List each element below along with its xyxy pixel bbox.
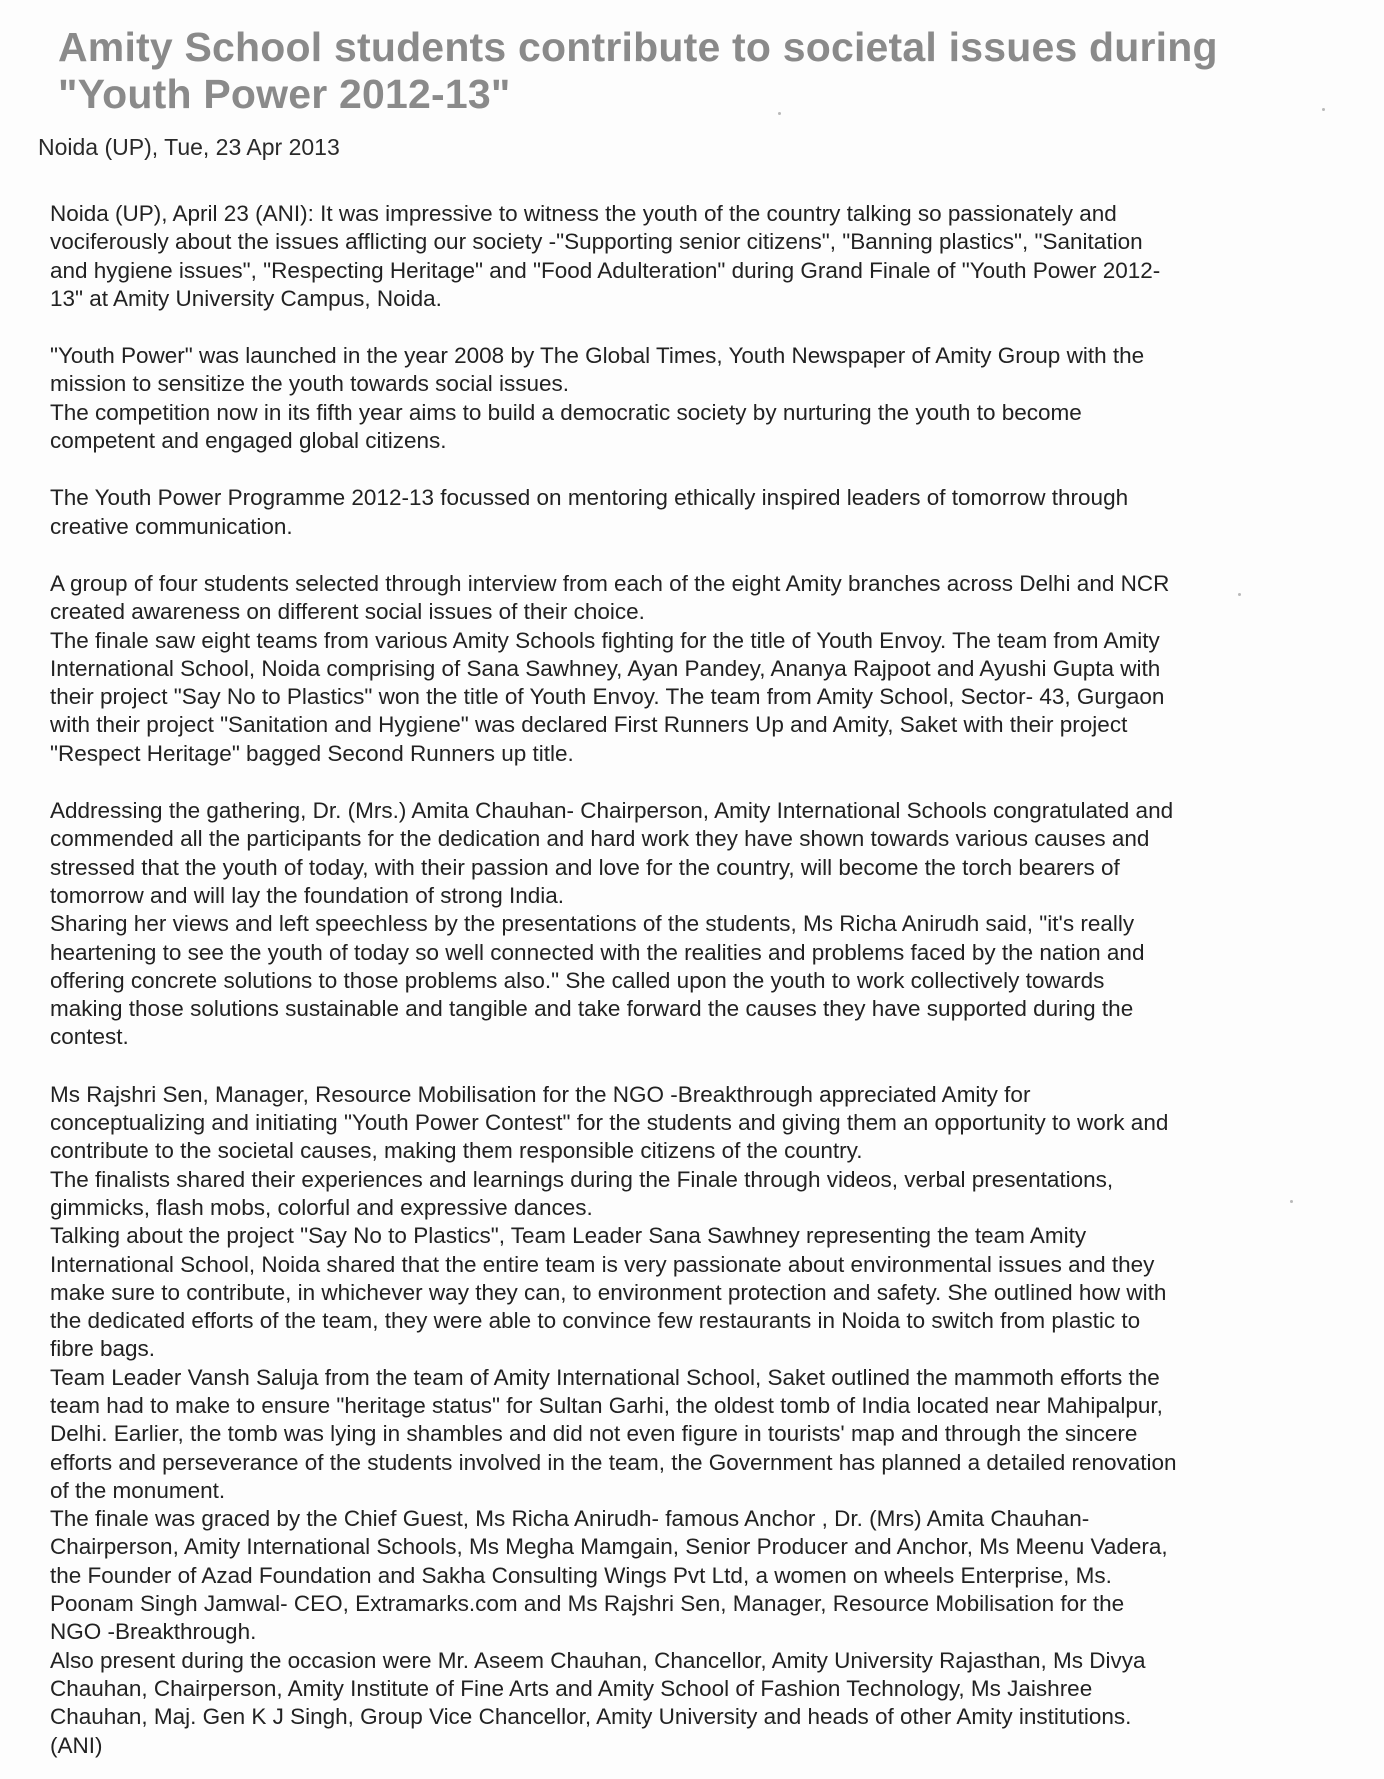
scan-speck	[1290, 1200, 1293, 1203]
headline-line-1: Amity School students contribute to societal issues during	[58, 24, 1218, 70]
paragraph-line: competent and engaged global citizens.	[50, 428, 447, 454]
paragraph-line: Chauhan, Chairperson, Amity Institute of Fine Arts and Amity School of Fashion Technology, Ms Jaishree	[50, 1675, 1093, 1701]
paragraph-line: contest.	[50, 1024, 129, 1050]
paragraph-line: and hygiene issues", "Respecting Heritage" and "Food Adulteration" during Grand Finale of "Youth Power 2012-	[50, 257, 1161, 283]
paragraph-line: efforts and perseverance of the students involved in the team, the Government has planned a detailed renovation	[50, 1449, 1177, 1475]
article-paragraph	[50, 200, 1340, 313]
dateline: Noida (UP), Tue, 23 Apr 2013	[38, 134, 340, 160]
paragraph-line: "Respect Heritage" bagged Second Runners up title.	[50, 740, 574, 766]
paragraph-line: heartening to see the youth of today so well connected with the realities and problems faced by the nation and	[50, 939, 1145, 965]
paragraph-line: The finale was graced by the Chief Guest, Ms Richa Anirudh- famous Anchor , Dr. (Mrs) Amita Chauhan-	[50, 1506, 1090, 1532]
paragraph-line: the Founder of Azad Foundation and Sakha Consulting Wings Pvt Ltd, a women on wheels Enterprise, Ms.	[50, 1562, 1112, 1588]
paragraph-line: (ANI)	[50, 1732, 103, 1758]
article-paragraph	[50, 1081, 1340, 1760]
paragraph-line: International School, Noida shared that the entire team is very passionate about environmental issues and they	[50, 1251, 1155, 1277]
article-paragraph	[50, 484, 1340, 541]
paragraph-line: Team Leader Vansh Saluja from the team of Amity International School, Saket outlined the mammoth efforts the	[50, 1364, 1160, 1390]
paragraph-line: gimmicks, flash mobs, colorful and expressive dances.	[50, 1194, 593, 1220]
paragraph-line: NGO -Breakthrough.	[50, 1619, 257, 1645]
paragraph-line: vociferously about the issues afflicting our society -"Supporting senior citizens", "Banning plastics", "Sanitation	[50, 229, 1143, 255]
article-paragraph	[50, 342, 1340, 455]
paragraph-line: Talking about the project "Say No to Plastics", Team Leader Sana Sawhney representing the team Amity	[50, 1223, 1087, 1249]
paragraph-line: Sharing her views and left speechless by the presentations of the students, Ms Richa Anirudh said, "it's really	[50, 911, 1135, 937]
paragraph-line: making those solutions sustainable and tangible and take forward the causes they have supported during the	[50, 996, 1134, 1022]
paragraph-line: Noida (UP), April 23 (ANI): It was impressive to witness the youth of the country talking so passionately and	[50, 201, 1117, 226]
scan-speck	[778, 112, 781, 115]
paragraph-line: offering concrete solutions to those problems also." She called upon the youth to work collectively towards	[50, 967, 1105, 993]
paragraph-line: Also present during the occasion were Mr. Aseem Chauhan, Chancellor, Amity University Rajasthan, Ms Divya	[50, 1647, 1146, 1673]
scan-speck	[1238, 593, 1241, 596]
paragraph-line: Chauhan, Maj. Gen K J Singh, Group Vice Chancellor, Amity University and heads of other Amity institutions.	[50, 1704, 1132, 1730]
paragraph-line: Chairperson, Amity International Schools, Ms Megha Mamgain, Senior Producer and Anchor, Ms Meenu Vadera,	[50, 1534, 1168, 1560]
paragraph-line: stressed that the youth of today, with their passion and love for the country, will become the torch bearers of	[50, 854, 1120, 880]
article-paragraph	[50, 797, 1340, 1052]
paragraph-line: Delhi. Earlier, the tomb was lying in shambles and did not even figure in tourists' map and through the sincere	[50, 1421, 1138, 1447]
paragraph-line: 13" at Amity University Campus, Noida.	[50, 285, 442, 311]
paragraph-line: Addressing the gathering, Dr. (Mrs.) Amita Chauhan- Chairperson, Amity International Schools congratulated and	[50, 798, 1174, 824]
article-body	[50, 200, 1340, 1760]
paragraph-line: A group of four students selected through interview from each of the eight Amity branches across Delhi and NCR	[50, 570, 1170, 596]
paragraph-line: The finalists shared their experiences and learnings during the Finale through videos, verbal presentations,	[50, 1166, 1114, 1192]
paragraph-line: Poonam Singh Jamwal- CEO, Extramarks.com and Ms Rajshri Sen, Manager, Resource Mobilisation for the	[50, 1591, 1125, 1617]
paragraph-line: created awareness on different social issues of their choice.	[50, 599, 645, 625]
paragraph-line: creative communication.	[50, 513, 293, 539]
paragraph-line: tomorrow and will lay the foundation of strong India.	[50, 882, 565, 908]
paragraph-line: The competition now in its fifth year aims to build a democratic society by nurturing the youth to become	[50, 399, 1082, 425]
paragraph-line: make sure to contribute, in whichever way they can, to environment protection and safety. She outlined how with	[50, 1279, 1167, 1305]
paragraph-line: contribute to the societal causes, making them responsible citizens of the country.	[50, 1138, 863, 1164]
paragraph-line: Ms Rajshri Sen, Manager, Resource Mobilisation for the NGO -Breakthrough appreciated Amity for	[50, 1081, 1031, 1107]
paragraph-line: with their project "Sanitation and Hygiene" was declared First Runners Up and Amity, Saket with their project	[50, 712, 1128, 738]
paragraph-line: conceptualizing and initiating "Youth Power Contest" for the students and giving them an opportunity to work and	[50, 1110, 1169, 1136]
paragraph-line: of the monument.	[50, 1477, 226, 1503]
paragraph-line: their project "Say No to Plastics" won the title of Youth Envoy. The team from Amity School, Sector- 43, Gurgaon	[50, 684, 1165, 710]
paragraph-line: International School, Noida comprising of Sana Sawhney, Ayan Pandey, Ananya Rajpoot and Ayushi Gupta with	[50, 655, 1161, 681]
paragraph-line: The finale saw eight teams from various Amity Schools fighting for the title of Youth Envoy. The team from Amity	[50, 627, 1160, 653]
paragraph-line: team had to make to ensure "heritage status" for Sultan Garhi, the oldest tomb of India located near Mahipalpur,	[50, 1392, 1163, 1418]
paragraph-line: the dedicated efforts of the team, they were able to convince few restaurants in Noida to switch from plastic to	[50, 1308, 1141, 1334]
paragraph-line: "Youth Power" was launched in the year 2008 by The Global Times, Youth Newspaper of Amity Group with the	[50, 343, 1145, 369]
scan-speck	[1322, 108, 1325, 111]
paragraph-line: The Youth Power Programme 2012-13 focussed on mentoring ethically inspired leaders of tomorrow through	[50, 485, 1129, 511]
headline	[58, 24, 1318, 118]
article-paragraph	[50, 570, 1340, 768]
paragraph-line: commended all the participants for the dedication and hard work they have shown towards various causes and	[50, 826, 1150, 852]
headline-line-2: "Youth Power 2012-13"	[58, 71, 511, 117]
paragraph-line: fibre bags.	[50, 1336, 156, 1362]
paragraph-line: mission to sensitize the youth towards social issues.	[50, 371, 569, 397]
